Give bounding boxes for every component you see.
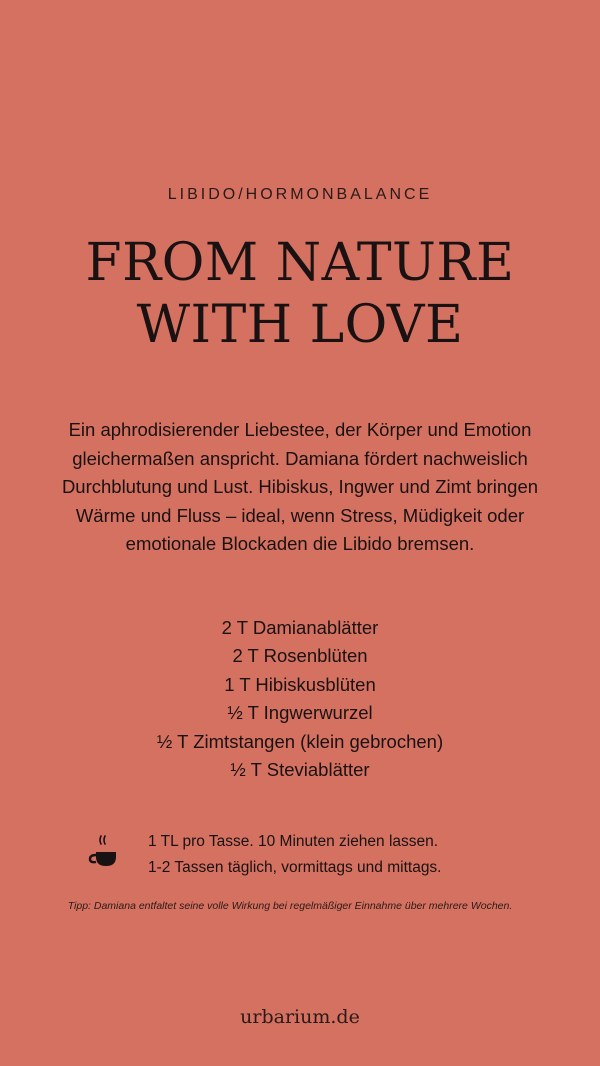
tea-cup-icon <box>88 834 128 874</box>
ingredient-item: 2 T Rosenblüten <box>232 645 368 667</box>
ingredient-item: ½ T Ingwerwurzel <box>227 702 373 724</box>
preparation-instructions <box>148 829 568 881</box>
ingredient-item: 1 T Hibiskusblüten <box>224 673 376 695</box>
preparation-line: 1 TL pro Tasse. 10 Minuten ziehen lassen. <box>148 833 439 850</box>
page-title <box>0 232 600 356</box>
ingredients-list <box>0 614 600 784</box>
tip-text: Tipp: Damiana entfaltet seine volle Wirkung bei regelmäßiger Einnahme über mehrere Wochen. <box>67 900 513 912</box>
category-label: LIBIDO/HORMONBALANCE <box>167 186 433 203</box>
preparation-line: 1-2 Tassen täglich, vormittags und mittags. <box>148 859 442 876</box>
website-link[interactable]: urbarium.de <box>240 1006 360 1028</box>
ingredient-item: ½ T Zimtstangen (klein gebrochen) <box>156 730 444 752</box>
ingredient-item: ½ T Steviablätter <box>230 759 370 781</box>
description-text: Ein aphrodisierender Liebestee, der Körper und Emotion gleichermaßen anspricht. Damiana fördert nachweislich Durchblutung und Lust. Hibiskus, Ingwer und Zimt bringen Wärme und Fluss – ideal, wenn Stress, Müdigkeit oder emotionale Blockaden die Libido bremsen. <box>61 419 539 554</box>
title-line-1: FROM NATURE <box>85 233 515 293</box>
ingredient-item: 2 T Damianablätter <box>221 617 379 638</box>
title-line-2: WITH LOVE <box>136 295 464 355</box>
